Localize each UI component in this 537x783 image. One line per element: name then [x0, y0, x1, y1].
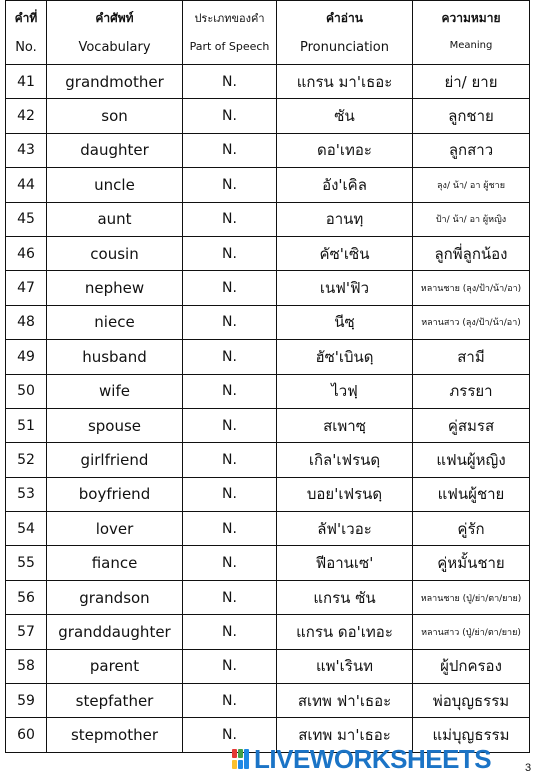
vocabulary-word: boyfriend — [47, 477, 183, 511]
header-vocabulary — [47, 1, 183, 65]
row-number: 56 — [6, 580, 47, 614]
meaning: หลานชาย (ปู่/ย่า/ตา/ยาย) — [413, 580, 530, 614]
vocabulary-word: granddaughter — [47, 615, 183, 649]
row-number: 52 — [6, 443, 47, 477]
meaning: สามี — [413, 340, 530, 374]
meaning: แฟนผู้ชาย — [413, 477, 530, 511]
header-vocabulary-english: Vocabulary — [78, 40, 151, 55]
pronunciation: เกิล'เฟรนดฺ — [277, 443, 413, 477]
table-row — [6, 649, 530, 683]
vocabulary-word: parent — [47, 649, 183, 683]
meaning: ลูกสาว — [413, 133, 530, 167]
pronunciation: ฟีอานเซ' — [277, 546, 413, 580]
part-of-speech: N. — [183, 649, 277, 683]
row-number: 58 — [6, 649, 47, 683]
logo-mark-icon — [232, 747, 252, 771]
table-row — [6, 65, 530, 99]
table-row — [6, 133, 530, 167]
header-no-thai: คำที่ — [14, 11, 38, 25]
pronunciation: คัซ'เซิน — [277, 236, 413, 270]
header-pos-english: Part of Speech — [189, 40, 270, 53]
vocabulary-word: grandmother — [47, 65, 183, 99]
meaning: ลูกชาย — [413, 99, 530, 133]
pronunciation: ซัน — [277, 99, 413, 133]
vocabulary-word: girlfriend — [47, 443, 183, 477]
vocabulary-word: daughter — [47, 133, 183, 167]
part-of-speech: N. — [183, 374, 277, 408]
vocabulary-word: fiance — [47, 546, 183, 580]
table-row — [6, 408, 530, 442]
header-no — [6, 1, 47, 65]
meaning: ลุง/ น้า/ อา ผู้ชาย — [413, 168, 530, 202]
vocabulary-word: niece — [47, 305, 183, 339]
part-of-speech: N. — [183, 443, 277, 477]
pronunciation: ดอ'เทอะ — [277, 133, 413, 167]
row-number: 53 — [6, 477, 47, 511]
pronunciation: แกรน ซัน — [277, 580, 413, 614]
header-pos-thai: ประเภทของคำ — [194, 12, 265, 25]
table-row — [6, 236, 530, 270]
table-row — [6, 512, 530, 546]
vocabulary-word: aunt — [47, 202, 183, 236]
pronunciation: อัง'เคิล — [277, 168, 413, 202]
vocabulary-word: son — [47, 99, 183, 133]
header-pronunciation-english: Pronunciation — [300, 40, 389, 55]
part-of-speech: N. — [183, 512, 277, 546]
page-number: 3 — [525, 762, 532, 774]
pronunciation: สเพาซฺ — [277, 408, 413, 442]
table-row — [6, 202, 530, 236]
part-of-speech: N. — [183, 546, 277, 580]
part-of-speech: N. — [183, 580, 277, 614]
table-row — [6, 477, 530, 511]
vocabulary-word: wife — [47, 374, 183, 408]
table-row — [6, 99, 530, 133]
part-of-speech: N. — [183, 168, 277, 202]
part-of-speech: N. — [183, 236, 277, 270]
meaning: หลานชาย (ลุง/ป้า/น้า/อา) — [413, 271, 530, 305]
meaning: คู่รัก — [413, 512, 530, 546]
vocabulary-word: uncle — [47, 168, 183, 202]
part-of-speech: N. — [183, 202, 277, 236]
row-number: 41 — [6, 65, 47, 99]
table-row — [6, 684, 530, 718]
logo-text: LIVEWORKSHEETS — [254, 744, 492, 774]
part-of-speech: N. — [183, 65, 277, 99]
vocabulary-word: grandson — [47, 580, 183, 614]
vocabulary-word: cousin — [47, 236, 183, 270]
table-row — [6, 580, 530, 614]
table-row — [6, 615, 530, 649]
row-number: 50 — [6, 374, 47, 408]
vocabulary-word: husband — [47, 340, 183, 374]
row-number: 46 — [6, 236, 47, 270]
vocabulary-rows — [6, 65, 530, 753]
part-of-speech: N. — [183, 305, 277, 339]
part-of-speech: N. — [183, 408, 277, 442]
table-row — [6, 374, 530, 408]
row-number: 51 — [6, 408, 47, 442]
header-vocabulary-thai: คำศัพท์ — [95, 11, 134, 25]
part-of-speech: N. — [183, 99, 277, 133]
row-number: 44 — [6, 168, 47, 202]
pronunciation: อานทฺ — [277, 202, 413, 236]
vocabulary-word: stepfather — [47, 684, 183, 718]
row-number: 60 — [6, 718, 47, 752]
row-number: 47 — [6, 271, 47, 305]
part-of-speech: N. — [183, 271, 277, 305]
liveworksheets-logo — [232, 744, 491, 774]
meaning: คู่สมรส — [413, 408, 530, 442]
part-of-speech: N. — [183, 684, 277, 718]
row-number: 57 — [6, 615, 47, 649]
table-row — [6, 305, 530, 339]
row-number: 43 — [6, 133, 47, 167]
meaning: คู่หมั้นชาย — [413, 546, 530, 580]
pronunciation: ฮัซ'เบินดฺ — [277, 340, 413, 374]
vocabulary-table — [5, 0, 530, 753]
row-number: 49 — [6, 340, 47, 374]
part-of-speech: N. — [183, 718, 277, 752]
meaning: แม่บุญธรรม — [413, 718, 530, 752]
table-row — [6, 168, 530, 202]
vocabulary-word: nephew — [47, 271, 183, 305]
header-pronunciation-thai: คำอ่าน — [326, 11, 363, 25]
pronunciation: สเทพ ฟา'เธอะ — [277, 684, 413, 718]
part-of-speech: N. — [183, 340, 277, 374]
row-number: 45 — [6, 202, 47, 236]
row-number: 59 — [6, 684, 47, 718]
pronunciation: แพ'เรินท — [277, 649, 413, 683]
meaning: ย่า/ ยาย — [413, 65, 530, 99]
meaning: แฟนผู้หญิง — [413, 443, 530, 477]
table-row — [6, 546, 530, 580]
meaning: ลูกพี่ลูกน้อง — [413, 236, 530, 270]
row-number: 55 — [6, 546, 47, 580]
vocabulary-word: lover — [47, 512, 183, 546]
table-row — [6, 443, 530, 477]
pronunciation: นีซฺ — [277, 305, 413, 339]
meaning: ป้า/ น้า/ อา ผู้หญิง — [413, 202, 530, 236]
vocabulary-word: stepmother — [47, 718, 183, 752]
pronunciation: ไวฟฺ — [277, 374, 413, 408]
table-row — [6, 271, 530, 305]
pronunciation: ลัฟ'เวอะ — [277, 512, 413, 546]
row-number: 42 — [6, 99, 47, 133]
pronunciation: แกรน ดอ'เทอะ — [277, 615, 413, 649]
row-number: 54 — [6, 512, 47, 546]
header-row — [6, 1, 530, 65]
header-pronunciation — [277, 1, 413, 65]
header-part-of-speech — [183, 1, 277, 65]
table-row — [6, 340, 530, 374]
part-of-speech: N. — [183, 477, 277, 511]
header-meaning-thai: ความหมาย — [441, 11, 501, 25]
header-meaning-english: Meaning — [449, 40, 493, 51]
pronunciation: สเทพ มา'เธอะ — [277, 718, 413, 752]
pronunciation: เนฟ'ฟิว — [277, 271, 413, 305]
header-meaning — [413, 1, 530, 65]
header-no-english: No. — [15, 40, 37, 55]
part-of-speech: N. — [183, 133, 277, 167]
pronunciation: บอย'เฟรนดฺ — [277, 477, 413, 511]
meaning: หลานสาว (ปู่/ย่า/ตา/ยาย) — [413, 615, 530, 649]
vocabulary-word: spouse — [47, 408, 183, 442]
meaning: ผู้ปกครอง — [413, 649, 530, 683]
pronunciation: แกรน มา'เธอะ — [277, 65, 413, 99]
row-number: 48 — [6, 305, 47, 339]
meaning: หลานสาว (ลุง/ป้า/น้า/อา) — [413, 305, 530, 339]
meaning: ภรรยา — [413, 374, 530, 408]
meaning: พ่อบุญธรรม — [413, 684, 530, 718]
part-of-speech: N. — [183, 615, 277, 649]
